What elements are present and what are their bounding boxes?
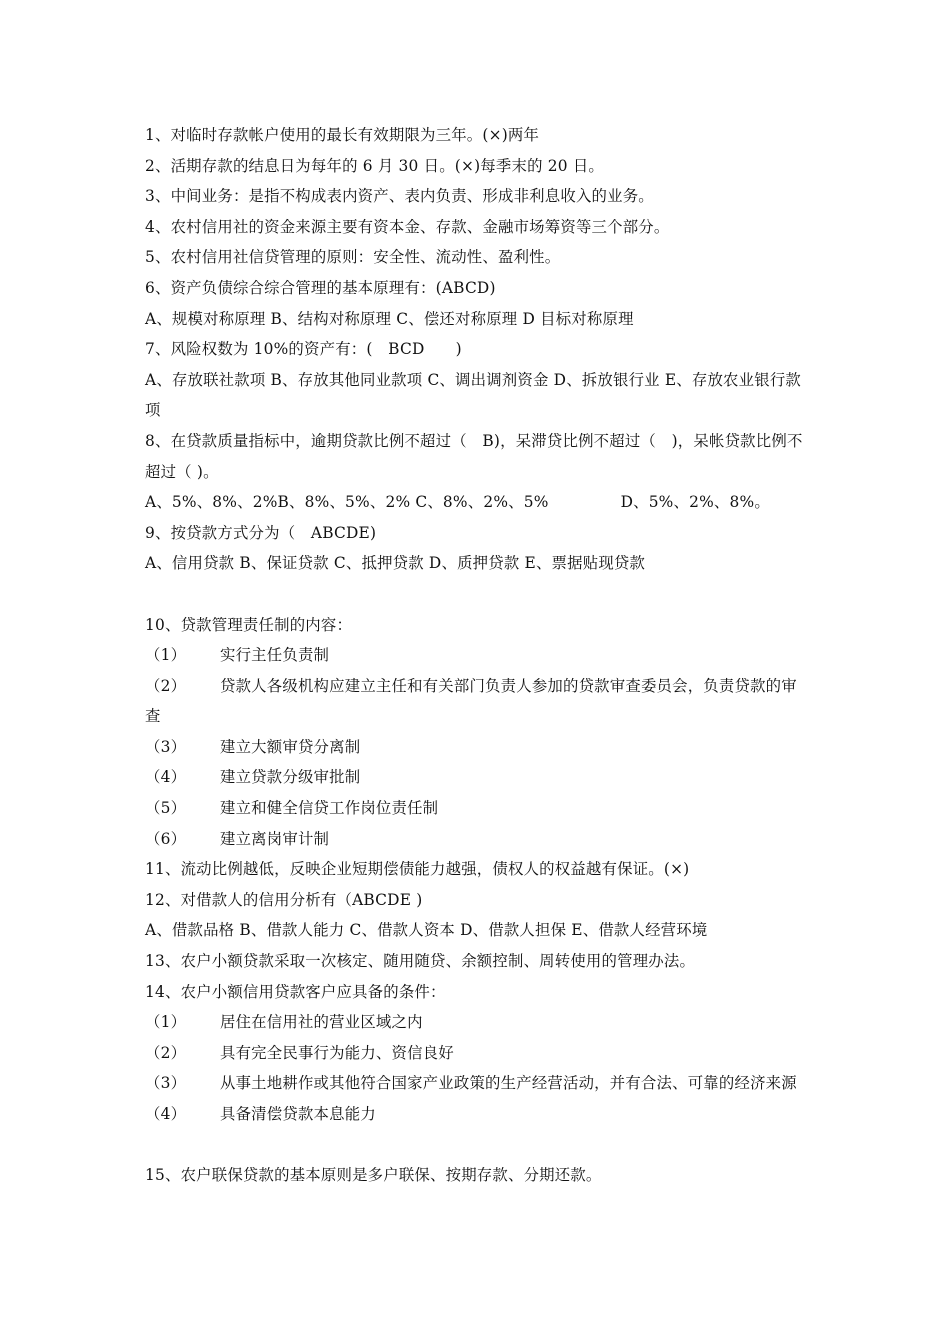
question-6-options: A、规模对称原理 B、结构对称原理 C、偿还对称原理 D 目标对称原理 [145,309,634,328]
question-8-options [145,487,810,518]
list-item [145,824,810,855]
question-8-options-abc: A、5%、8%、2%B、8%、5%、2% C、8%、2%、5% [145,493,549,512]
list-item [145,762,810,793]
question-4: 4、农村信用社的资金来源主要有资本金、存款、金融市场筹资等三个部分。 [145,217,670,236]
list-item-number: （4） [145,1105,187,1123]
list-item-number: （1） [145,646,187,665]
list-item-text: 从事土地耕作或其他符合国家产业政策的生产经营活动，并有合法、可靠的经济来源 [220,1074,797,1093]
question-3: 3、中间业务：是指不构成表内资产、表内负责、形成非利息收入的业务。 [145,187,654,206]
list-item [145,1007,810,1038]
question-8: 8、在贷款质量指标中，逾期贷款比例不超过（ B)，呆滞贷比例不超过（ )，呆帐贷款比例不超过（ )。 [145,431,803,481]
list-item-text: 具有完全民事行为能力、资信良好 [220,1043,454,1062]
question-10: 10、贷款管理责任制的内容： [145,615,353,634]
question-9-options: A、信用贷款 B、保证贷款 C、抵押贷款 D、质押贷款 E、票据贴现贷款 [145,554,646,573]
list-item-number: （3） [145,737,187,756]
list-item-number: （5） [145,799,187,818]
question-8-option-d: D、5%、2%、8%。 [620,493,770,512]
list-item-number: （4） [145,768,187,787]
list-item-number: （3） [145,1074,187,1093]
list-item [145,1038,810,1069]
list-item [145,1099,810,1130]
question-12-options: A、借款品格 B、借款人能力 C、借款人资本 D、借款人担保 E、借款人经营环境 [145,921,708,940]
question-13: 13、农户小额贷款采取一次核定、随用随贷、余额控制、周转使用的管理办法。 [145,952,696,971]
list-item-number: （2） [145,1043,187,1062]
list-item-text: 建立大额审贷分离制 [220,737,361,756]
list-item-text: 建立贷款分级审批制 [220,768,361,787]
question-7-options: A、存放联社款项 B、存放其他同业款项 C、调出调剂资金 D、拆放银行业 E、存放农业银行款项 [145,370,801,420]
list-item [145,732,810,763]
list-item-text: 实行主任负责制 [220,646,330,665]
question-5: 5、农村信用社信贷管理的原则：安全性、流动性、盈利性。 [145,248,561,267]
spacer [145,1130,810,1161]
question-1: 1、对临时存款帐户使用的最长有效期限为三年。(×)两年 [145,126,540,144]
list-item-number: （6） [145,829,187,848]
list-item-text: 贷款人各级机构应建立主任和有关部门负责人参加的贷款审查委员会，负责贷款的审查 [145,676,797,726]
list-item-number: （2） [145,676,187,695]
question-14: 14、农户小额信用贷款客户应具备的条件： [145,982,446,1001]
list-item-text: 建立和健全信贷工作岗位责任制 [220,799,439,818]
list-item [145,640,810,671]
list-item-number: （1） [145,1013,187,1032]
question-12: 12、对借款人的信用分析有（ABCDE ) [145,890,423,909]
list-item [145,671,810,732]
list-item-text: 建立离岗审计制 [220,829,330,848]
question-2: 2、活期存款的结息日为每年的 6 月 30 日。(×)每季末的 20 日。 [145,156,605,175]
document-body [145,120,810,1191]
question-15: 15、农户联保贷款的基本原则是多户联保、按期存款、分期还款。 [145,1166,602,1185]
question-9: 9、按贷款方式分为（ ABCDE) [145,523,377,542]
spacer [145,579,810,610]
question-6: 6、资产负债综合综合管理的基本原理有：(ABCD) [145,278,496,297]
list-item-text: 具备清偿贷款本息能力 [220,1105,376,1123]
list-item-text: 居住在信用社的营业区域之内 [220,1013,423,1032]
list-item [145,793,810,824]
question-7: 7、风险权数为 10%的资产有：( BCD ) [145,340,462,359]
list-item [145,1068,810,1099]
question-11: 11、流动比例越低，反映企业短期偿债能力越强，债权人的权益越有保证。(×) [145,860,690,879]
